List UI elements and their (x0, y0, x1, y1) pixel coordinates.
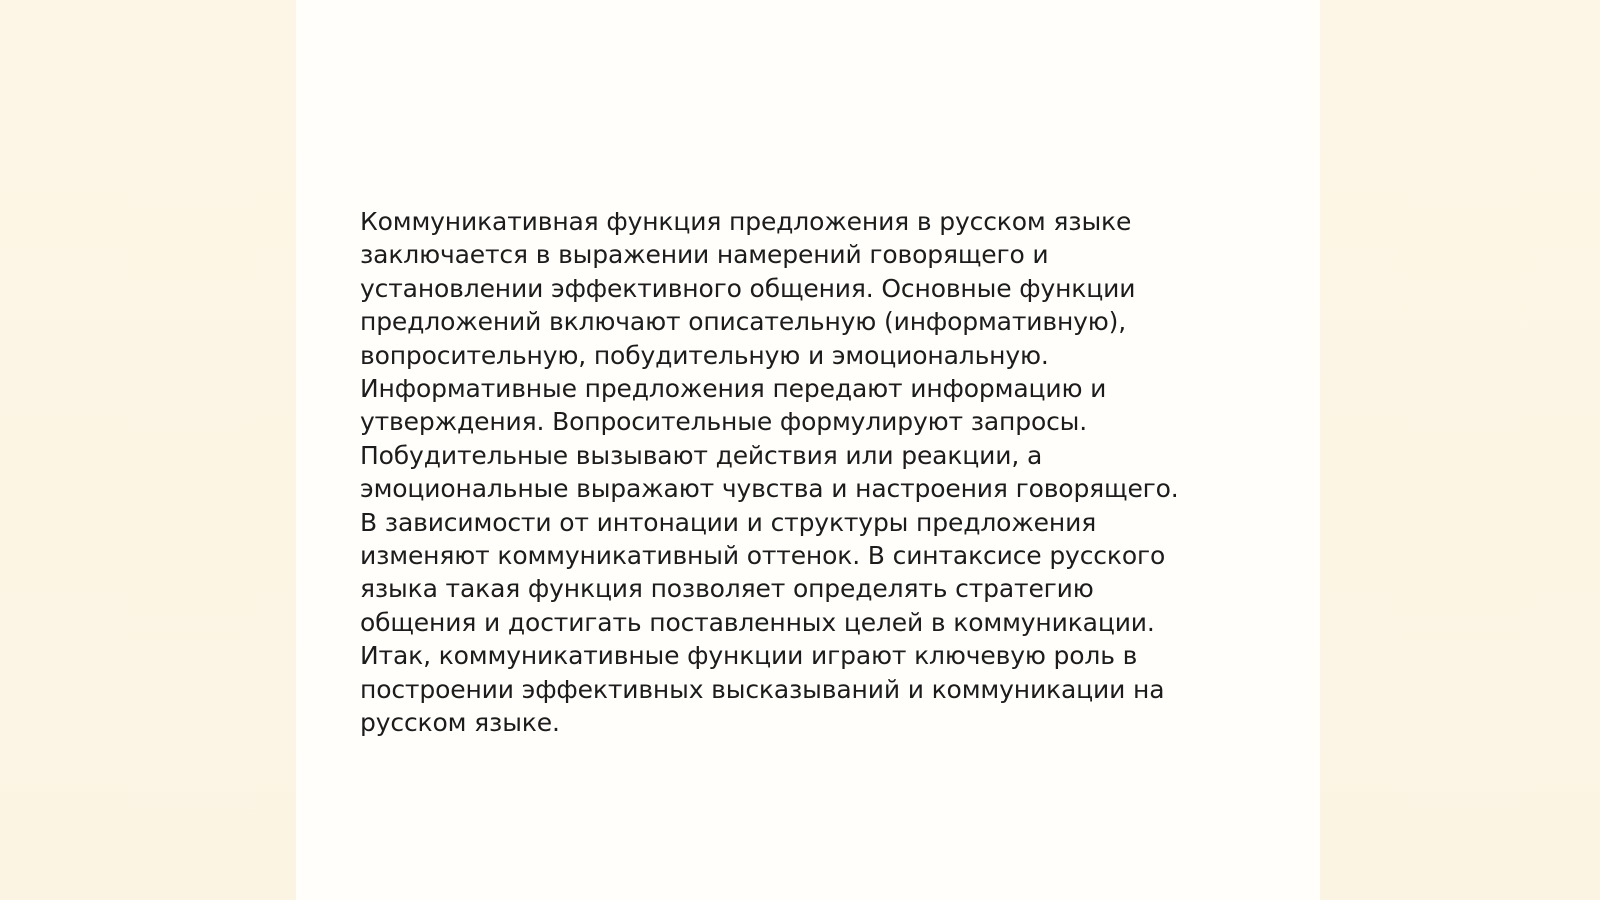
text-line: предложений включают описательную (информативную), (360, 307, 1127, 337)
text-line: установлении эффективного общения. Основные функции (360, 273, 1136, 303)
left-margin-panel (0, 0, 296, 900)
text-line: языка такая функция позволяет определять стратегию (360, 574, 1094, 604)
text-line: вопросительную, побудительную и эмоциональную. (360, 340, 1049, 370)
text-line: русском языке. (360, 708, 560, 738)
text-line: заключается в выражении намерений говорящего и (360, 240, 1049, 270)
text-line: эмоциональные выражают чувства и настроения говорящего. (360, 474, 1179, 504)
body-paragraph (360, 205, 1240, 740)
text-line: изменяют коммуникативный оттенок. В синтаксисе русского (360, 541, 1166, 571)
text-line: общения и достигать поставленных целей в коммуникации. (360, 607, 1155, 637)
text-line: утверждения. Вопросительные формулируют запросы. (360, 407, 1088, 437)
text-line: Информативные предложения передают информацию и (360, 374, 1107, 404)
text-line: Побудительные вызывают действия или реакции, а (360, 440, 1043, 470)
right-margin-panel (1320, 0, 1600, 900)
text-line: Итак, коммуникативные функции играют ключевую роль в (360, 641, 1138, 671)
text-line: В зависимости от интонации и структуры предложения (360, 507, 1097, 537)
text-line: Коммуникативная функция предложения в русском языке (360, 207, 1132, 236)
text-line: построении эффективных высказываний и коммуникации на (360, 674, 1165, 704)
